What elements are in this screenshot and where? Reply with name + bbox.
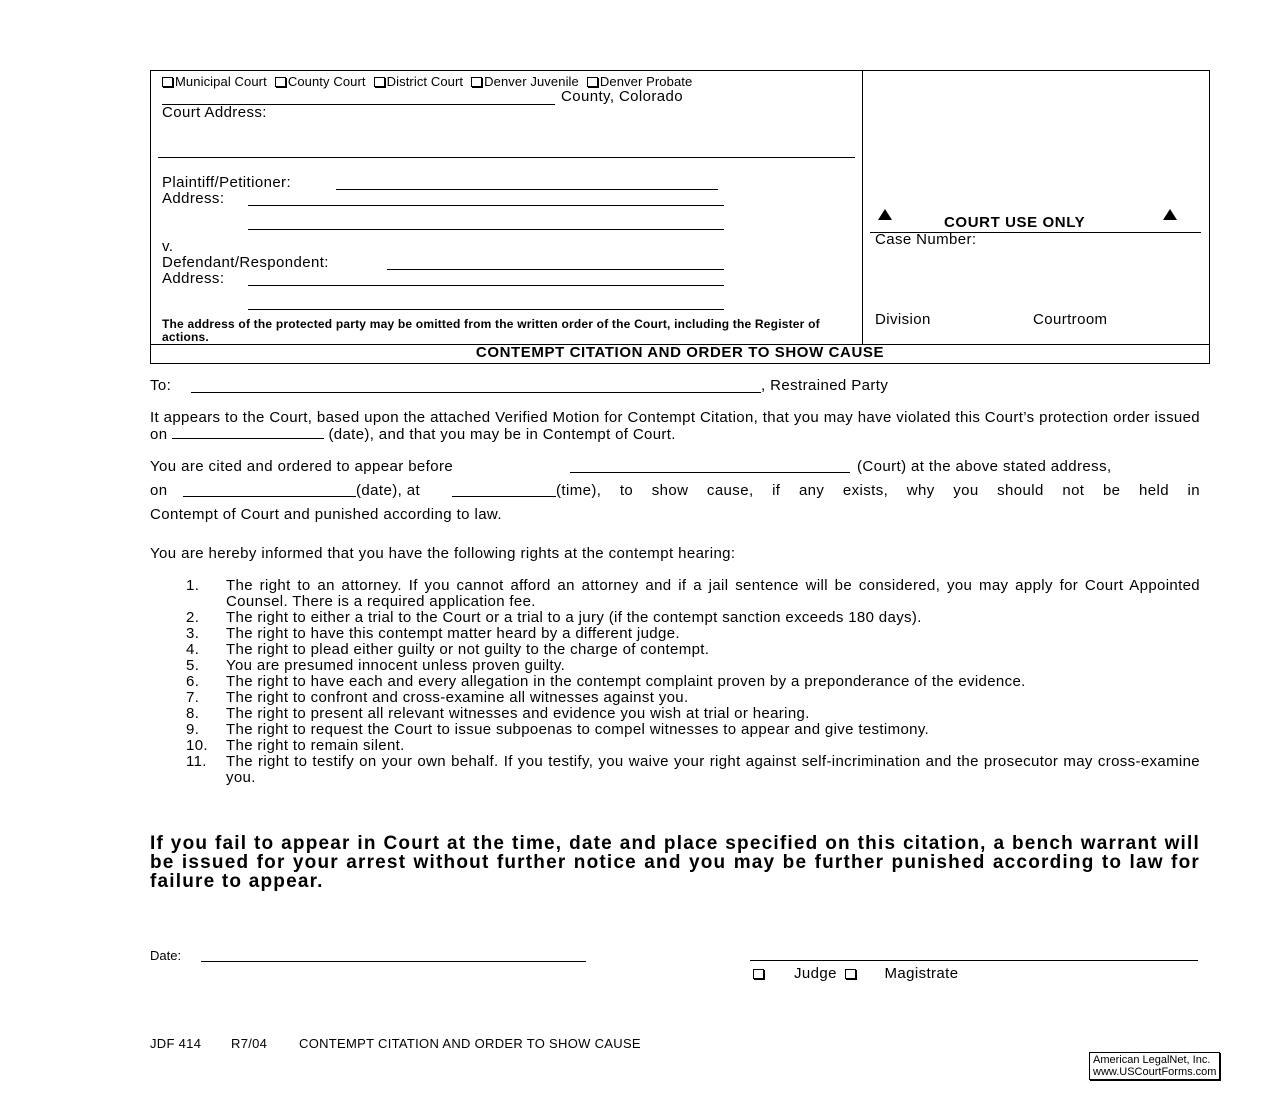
arrow-up-icon (1163, 209, 1177, 220)
court-option-municipal[interactable]: Municipal Court (162, 74, 267, 89)
failure-to-appear-warning: If you fail to appear in Court at the time, date and place specified on this citation, a bench warrant will be issued for your arrest without further notice and you may be further punished according to law for failure to appear. (150, 833, 1200, 892)
violation-text-end: (date), and that you may be in Contempt of Court. (328, 426, 676, 443)
arrow-up-icon (878, 209, 892, 220)
publisher-stamp (1089, 1052, 1220, 1080)
date-label: Date: (150, 948, 182, 963)
publisher-url: www.USCourtForms.com (1093, 1066, 1217, 1078)
restrained-party-field[interactable] (191, 392, 761, 393)
list-item: 6. The right to have each and every allegation in the contempt complaint proven by a preponderance of the evidence. (186, 673, 1026, 690)
list-item: 7. The right to confront and cross-examine all witnesses against you. (186, 689, 689, 706)
list-item: 1. The right to an attorney. If you cannot afford an attorney and if a jail sentence will be considered, you may apply for Court Appointed Counsel. There is a required application fee. (186, 577, 1200, 610)
rights-list (186, 578, 1200, 786)
defendant-address-label: Address: (162, 270, 225, 287)
violation-text-start: It appears to the Court, based upon the attached Verified Motion for Contempt Citation, that you may have violated this Court’s protection order issued on (150, 409, 1200, 443)
signature-line[interactable] (750, 960, 1198, 961)
versus-label: v. (162, 238, 174, 255)
checkbox-icon[interactable] (162, 77, 173, 87)
checkbox-icon[interactable] (753, 969, 764, 979)
defendant-address-field-1[interactable] (248, 285, 724, 286)
county-suffix: County, Colorado (561, 88, 684, 105)
cited-text-2: (Court) at the above stated address, (857, 458, 1112, 475)
cited-text-4: (date), at (356, 482, 421, 499)
defendant-field[interactable] (387, 269, 724, 270)
division-label: Division (875, 311, 931, 328)
case-number-label: Case Number: (875, 231, 977, 248)
date-field[interactable] (201, 961, 586, 962)
protected-party-note: The address of the protected party may be omitted from the written order of the Court, including the Register of actions. (162, 317, 820, 344)
checkbox-icon[interactable] (471, 77, 482, 87)
checkbox-icon[interactable] (845, 969, 856, 979)
court-option-denver-juvenile[interactable]: Denver Juvenile (471, 74, 579, 89)
restrained-party-suffix: , Restrained Party (761, 377, 889, 394)
list-item: 5. You are presumed innocent unless proven guilty. (186, 657, 566, 674)
to-label: To: (150, 377, 172, 394)
list-item: 8. The right to present all relevant witnesses and evidence you wish at trial or hearing. (186, 705, 810, 722)
court-option-denver-probate[interactable]: Denver Probate (587, 74, 692, 89)
cited-text-3: on (150, 482, 168, 499)
violation-paragraph (150, 410, 1200, 443)
form-number: JDF 414 (150, 1036, 202, 1051)
form-title: CONTEMPT CITATION AND ORDER TO SHOW CAUSE (475, 344, 885, 361)
plaintiff-address-label: Address: (162, 190, 225, 207)
defendant-label: Defendant/Respondent: (162, 254, 329, 271)
checkbox-icon[interactable] (374, 77, 385, 87)
footer-title: CONTEMPT CITATION AND ORDER TO SHOW CAUSE (299, 1036, 641, 1051)
list-item: 2. The right to either a trial to the Court or a trial to a jury (if the contempt sanction exceeds 180 days). (186, 609, 922, 626)
caption-vertical-divider (862, 70, 863, 345)
court-use-only-heading: COURT USE ONLY (944, 214, 1086, 231)
magistrate-label: Magistrate (884, 965, 959, 982)
courtroom-label: Courtroom (1033, 311, 1108, 328)
checkbox-icon[interactable] (275, 77, 286, 87)
court-address-label: Court Address: (162, 104, 267, 121)
order-date-field[interactable] (172, 426, 324, 439)
plaintiff-field[interactable] (336, 189, 718, 190)
checkbox-icon[interactable] (587, 77, 598, 87)
court-type-options (162, 74, 692, 89)
hearing-time-field[interactable] (452, 496, 556, 497)
court-option-county[interactable]: County Court (275, 74, 366, 89)
plaintiff-address-field-2[interactable] (248, 229, 724, 230)
plaintiff-address-field-1[interactable] (248, 205, 724, 206)
list-item: 3. The right to have this contempt matter heard by a different judge. (186, 625, 680, 642)
signer-options (753, 965, 958, 982)
list-item: 10. The right to remain silent. (186, 737, 405, 754)
plaintiff-label: Plaintiff/Petitioner: (162, 174, 292, 191)
cited-text-5: (time), to show cause, if any exists, why you should not be held in (556, 482, 1200, 499)
court-name-field[interactable] (570, 472, 850, 473)
hearing-date-field[interactable] (183, 496, 356, 497)
defendant-address-field-2[interactable] (248, 309, 724, 310)
publisher-name: American LegalNet, Inc. (1093, 1054, 1211, 1066)
rights-intro: You are hereby informed that you have the following rights at the contempt hearing: (150, 545, 736, 562)
list-item: 4. The right to plead either guilty or not guilty to the charge of contempt. (186, 641, 710, 658)
judge-label: Judge (794, 965, 837, 982)
court-option-district[interactable]: District Court (374, 74, 464, 89)
list-item: 11. The right to testify on your own behalf. If you testify, you waive your right against self-incrimination and the prosecutor may cross-examine you. (186, 753, 1200, 786)
list-item: 9. The right to request the Court to issue subpoenas to compel witnesses to appear and give testimony. (186, 721, 930, 738)
cited-text-1: You are cited and ordered to appear before (150, 458, 454, 475)
court-address-field[interactable] (158, 157, 855, 158)
cited-text-6: Contempt of Court and punished according to law. (150, 506, 502, 523)
form-revision: R7/04 (231, 1036, 268, 1051)
